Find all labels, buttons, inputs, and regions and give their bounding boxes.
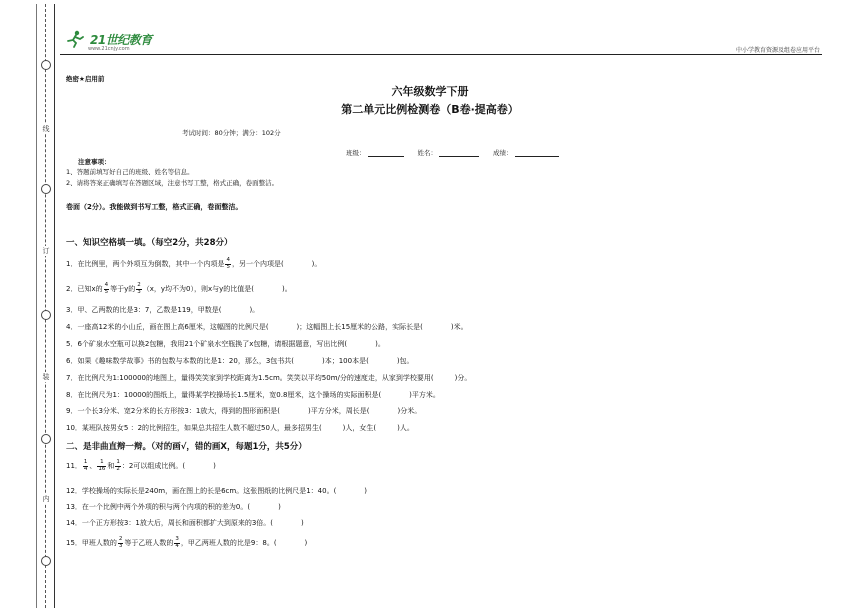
student-info-fields	[346, 148, 559, 157]
logo-text: 21世纪教育	[90, 32, 152, 47]
question-4: 4．一座高12米的小山丘，画在图上高6厘米，这幅图的比例尺是( )；这幅图上长15厘米的公路，实际长是( )米。	[66, 323, 468, 331]
class-field	[346, 148, 404, 157]
question-6: 6．如果《趣味数学故事》书的包数与本数的比是1：20，那么，3包书共( )本；100本是( )包。	[66, 357, 414, 365]
binding-circle	[41, 310, 51, 320]
platform-name: 中小学教育资源及组卷应用平台	[735, 47, 820, 54]
score-blank[interactable]	[515, 149, 559, 157]
score-label: 成绩：	[493, 149, 513, 157]
header-divider	[60, 54, 822, 55]
logo-url: www.21cnjy.com	[88, 46, 130, 52]
note-item: 2、请将答案正确填写在答题区域，注意书写工整，格式正确，卷面整洁。	[66, 179, 279, 187]
question-2: 2．已知x的 $\frac{4}{5}$ 等于y的 $\frac{2}{3}$ （x，y均不为0），则x与y的比值是( )。	[66, 282, 292, 295]
name-blank[interactable]	[439, 149, 479, 157]
class-label: 班级：	[346, 149, 366, 157]
binding-mark-ding: 订	[42, 247, 50, 255]
note-item: 1、答题前填写好自己的班级、姓名等信息。	[66, 168, 194, 176]
question-9: 9．一个长3分米、宽2分米的长方形按3：1放大，得到的图形面积是( )平方分米，周长是( )分米。	[66, 407, 422, 415]
question-15: 15．甲班人数的 $\frac{2}{3}$ 等于乙班人数的 $\frac{3}{4}$ ，甲乙两班人数的比是9：8。( )	[66, 536, 308, 549]
binding-circle	[41, 60, 51, 70]
exam-subtitle: 第二单元比例检测卷（B卷·提高卷）	[341, 103, 519, 116]
section-1-title: 一、知识空格填一填。（每空2分，共28分）	[66, 238, 233, 248]
secret-label: 绝密★启用前	[66, 75, 105, 83]
fraction: $\frac{3}{4}$	[175, 536, 179, 549]
name-label: 姓名：	[417, 149, 437, 157]
fraction: $\frac{1}{16}$	[98, 459, 106, 472]
binding-mark-xian: 线	[42, 125, 50, 133]
fraction: $\frac{4}{5}$	[226, 257, 230, 270]
question-5: 5．6个矿泉水空瓶可以换2包糖，我用21个矿泉水空瓶换了x包糖，请根据题意，写出比例( )。	[66, 340, 385, 348]
class-blank[interactable]	[368, 149, 404, 157]
question-7: 7．在比例尺为1:100000的地图上，量得笑笑家到学校距离为1.5cm。笑笑以平均50m/分的速度走，从家到学校要用( )分。	[66, 374, 472, 382]
question-3: 3．甲、乙两数的比是3：7，乙数是119，甲数是( )。	[66, 306, 260, 314]
neatness-statement: 卷面（2分）。我能做到书写工整，格式正确，卷面整洁。	[66, 203, 243, 211]
binding-mark-nei: 内	[42, 495, 50, 503]
exam-info: 考试时间：80分钟；满分：102分	[182, 129, 281, 137]
runner-logo-icon	[64, 30, 88, 48]
fraction: $\frac{2}{3}$	[118, 536, 123, 549]
exam-title: 六年级数学下册	[391, 85, 469, 98]
binding-circle	[41, 556, 51, 566]
question-10: 10．某班队按男女5 ：2的比例招生，如果总共招生人数不超过50人，最多招男生( )人，女生( )人。	[66, 424, 414, 432]
question-14: 14．一个正方形按3：1放大后，周长和面积都扩大到原来的3倍。( )	[66, 519, 304, 527]
fraction: $\frac{4}{5}$	[104, 282, 109, 295]
binding-circle	[41, 184, 51, 194]
notes-title: 注意事项：	[78, 158, 111, 166]
question-1: 1．在比例里，两个外项互为倒数，其中一个内项是 $\frac{4}{5}$ ，另一个内项是( )。	[66, 257, 322, 270]
binding-circle	[41, 434, 51, 444]
score-field	[493, 148, 559, 157]
binding-mark-zhuang: 装	[42, 373, 50, 381]
question-11: 11． $\frac{1}{4}$ 、 $\frac{1}{16}$ 和 $\frac{1}{2}$ ：2可以组成比例。( )	[66, 459, 216, 472]
name-field	[418, 148, 480, 157]
fraction: $\frac{2}{3}$	[137, 282, 141, 295]
fraction: $\frac{1}{4}$	[83, 459, 88, 472]
question-13: 13．在一个比例中两个外项的积与两个内项的积的差为0。( )	[66, 503, 281, 511]
question-8: 8．在比例尺为1：10000的图纸上，量得某学校操场长1.5厘米，宽0.8厘米，这个操场的实际面积是( )平方米。	[66, 391, 440, 399]
section-2-title: 二、是非曲直辩一辩。（对的画√，错的画X，每题1分，共5分）	[66, 442, 307, 452]
fraction: $\frac{1}{2}$	[116, 459, 120, 472]
question-12: 12．学校操场的实际长是240m，画在图上的长是6cm。这张图纸的比例尺是1：40。( )	[66, 487, 368, 495]
